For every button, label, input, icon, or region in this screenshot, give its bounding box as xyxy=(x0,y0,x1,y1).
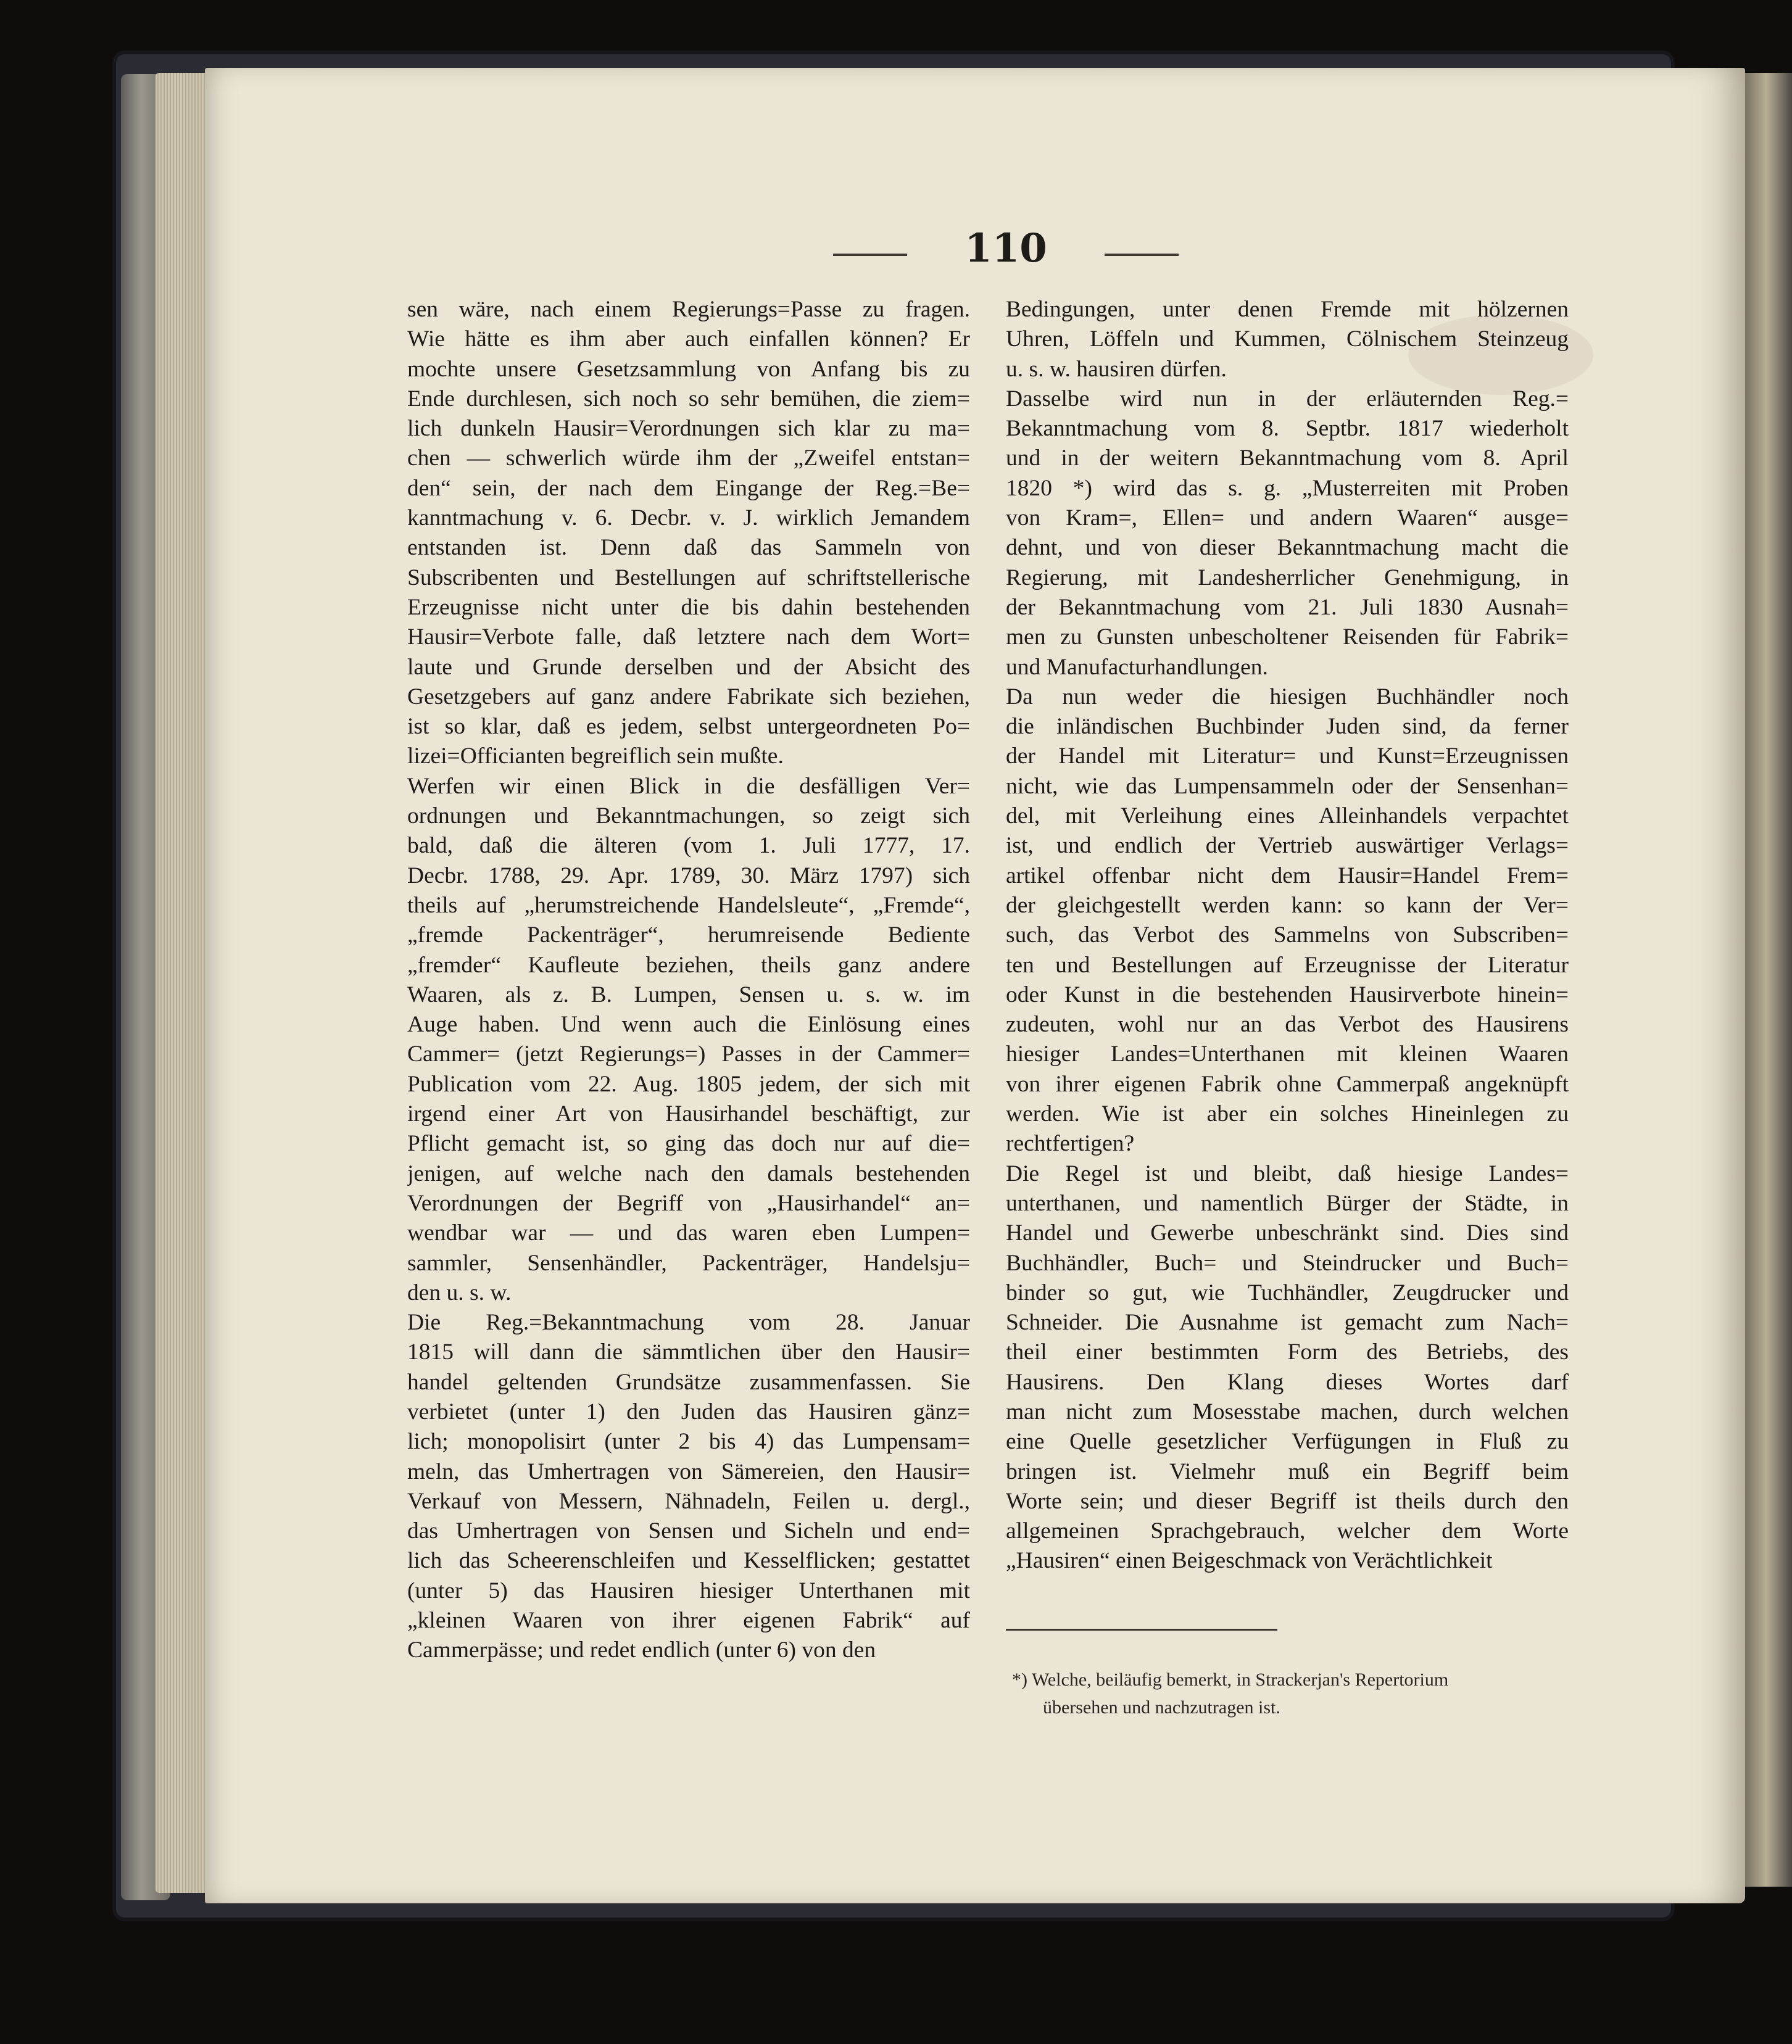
text-line: der Bekanntmachung vom 21. Juli 1830 Ausnah= xyxy=(1006,594,1569,620)
text-line: theil einer bestimmten Form des Betriebs, des xyxy=(1006,1339,1569,1365)
text-line: Publication vom 22. Aug. 1805 jedem, der sich mit xyxy=(407,1071,970,1097)
footnote xyxy=(1006,1666,1569,1721)
text-line: und Manufacturhandlungen. xyxy=(1006,654,1268,680)
left-text-column xyxy=(407,295,970,1666)
text-line: Wie hätte es ihm aber auch einfallen können? Er xyxy=(407,326,970,352)
text-line: Bekanntmachung vom 8. Septbr. 1817 wiederholt xyxy=(1006,416,1569,442)
text-line: lizei=Officianten begreiflich sein mußte. xyxy=(407,743,784,769)
footnote-line: *) Welche, beiläufig bemerkt, in Strackerjan's Repertorium xyxy=(1012,1670,1449,1690)
text-line: Cammer= (jetzt Regierungs=) Passes in der Cammer= xyxy=(407,1041,970,1067)
text-line: artikel offenbar nicht dem Hausir=Handel Frem= xyxy=(1006,863,1569,888)
header-rule-left xyxy=(833,254,907,256)
text-line: wendbar war — und das waren eben Lumpen= xyxy=(407,1220,970,1246)
text-line: kanntmachung v. 6. Decbr. v. J. wirklich Jemandem xyxy=(407,505,970,531)
text-line: Waaren, als z. B. Lumpen, Sensen u. s. w. im xyxy=(407,982,970,1008)
text-line: „Hausiren“ einen Beigeschmack von Verächtlichkeit xyxy=(1006,1548,1493,1574)
text-line: Regierung, mit Landesherrlicher Genehmigung, in xyxy=(1006,565,1569,590)
text-line: del, mit Verleihung eines Alleinhandels verpachtet xyxy=(1006,803,1569,829)
text-line: binder so gut, wie Tuchhändler, Zeugdrucker und xyxy=(1006,1280,1569,1305)
text-line: Uhren, Löffeln und Kummen, Cölnischem Steinzeug xyxy=(1006,326,1569,352)
text-line: Auge haben. Und wenn auch die Einlösung eines xyxy=(407,1012,970,1038)
footnote-rule xyxy=(1006,1629,1277,1631)
text-line: Hausirens. Den Klang dieses Wortes darf xyxy=(1006,1369,1569,1395)
text-line: such, das Verbot des Sammelns von Subscriben= xyxy=(1006,922,1569,948)
text-line: Handel und Gewerbe unbeschränkt sind. Dies sind xyxy=(1006,1220,1569,1246)
text-line: chen — schwerlich würde ihm der „Zweifel entstan= xyxy=(407,445,970,471)
text-line: laute und Grunde derselben und der Absicht des xyxy=(407,654,970,680)
text-line: Die Reg.=Bekanntmachung vom 28. Januar xyxy=(407,1310,970,1336)
text-line: und in der weitern Bekanntmachung vom 8. April xyxy=(1006,445,1569,471)
text-line: von Kram=, Ellen= und andern Waaren“ ausge= xyxy=(1006,505,1569,531)
page-number: 110 xyxy=(964,225,1047,271)
text-line: theils auf „herumstreichende Handelsleute“, „Fremde“, xyxy=(407,892,970,918)
text-line: oder Kunst in die bestehenden Hausirverbote hinein= xyxy=(1006,982,1569,1008)
text-line: der Handel mit Literatur= und Kunst=Erzeugnissen xyxy=(1006,743,1569,769)
text-line: allgemeinen Sprachgebrauch, welcher dem Worte xyxy=(1006,1518,1569,1544)
text-line: „fremder“ Kaufleute beziehen, theils ganz andere xyxy=(407,952,970,978)
text-line: nicht, wie das Lumpensammeln oder der Sensenhan= xyxy=(1006,773,1569,799)
text-line: entstanden ist. Denn daß das Sammeln von xyxy=(407,535,970,561)
text-line: dehnt, und von dieser Bekanntmachung macht die xyxy=(1006,535,1569,561)
text-line: das Umhertragen von Sensen und Sicheln und end= xyxy=(407,1518,970,1544)
text-line: „kleinen Waaren von ihrer eigenen Fabrik“ auf xyxy=(407,1608,970,1634)
text-line: mochte unsere Gesetzsammlung von Anfang bis zu xyxy=(407,356,970,382)
right-text-column xyxy=(1006,295,1569,1576)
text-line: sammler, Sensenhändler, Packenträger, Handelsju= xyxy=(407,1250,970,1276)
text-line: rechtfertigen? xyxy=(1006,1131,1135,1157)
text-line: ordnungen und Bekanntmachungen, so zeigt sich xyxy=(407,803,970,829)
text-line: Subscribenten und Bestellungen auf schriftstellerische xyxy=(407,565,970,590)
text-line: 1815 will dann die sämmtlichen über den Hausir= xyxy=(407,1339,970,1365)
footnote-line: übersehen und nachzutragen ist. xyxy=(1043,1697,1280,1718)
text-line: von ihrer eigenen Fabrik ohne Cammerpaß angeknüpft xyxy=(1006,1071,1569,1097)
text-line: Da nun weder die hiesigen Buchhändler noch xyxy=(1006,684,1569,710)
text-line: handel geltenden Grundsätze zusammenfassen. Sie xyxy=(407,1369,970,1395)
text-line: Die Regel ist und bleibt, daß hiesige Landes= xyxy=(1006,1161,1569,1186)
text-line: Hausir=Verbote falle, daß letztere nach dem Wort= xyxy=(407,624,970,650)
text-line: der gleichgestellt werden kann: so kann der Ver= xyxy=(1006,892,1569,918)
text-line: Schneider. Die Ausnahme ist gemacht zum Nach= xyxy=(1006,1310,1569,1336)
text-line: man nicht zum Mosesstabe machen, durch welchen xyxy=(1006,1399,1569,1425)
text-line: unterthanen, und namentlich Bürger der Städte, in xyxy=(1006,1190,1569,1216)
text-line: lich dunkeln Hausir=Verordnungen sich klar zu ma= xyxy=(407,416,970,442)
text-line: Erzeugnisse nicht unter die bis dahin bestehenden xyxy=(407,594,970,620)
text-line: Buchhändler, Buch= und Steindrucker und Buch= xyxy=(1006,1250,1569,1276)
text-line: men zu Gunsten unbescholtener Reisenden für Fabrik= xyxy=(1006,624,1569,650)
text-line: bald, daß die älteren (vom 1. Juli 1777, 17. xyxy=(407,833,970,859)
text-line: verbietet (unter 1) den Juden das Hausiren gänz= xyxy=(407,1399,970,1425)
text-line: u. s. w. hausiren dürfen. xyxy=(1006,356,1227,382)
text-line: Cammerpässe; und redet endlich (unter 6) von den xyxy=(407,1637,876,1663)
text-line: „fremde Packenträger“, herumreisende Bediente xyxy=(407,922,970,948)
text-line: Verkauf von Messern, Nähnadeln, Feilen u. dergl., xyxy=(407,1488,970,1514)
text-line: lich; monopolisirt (unter 2 bis 4) das Lumpensam= xyxy=(407,1429,970,1455)
text-line: (unter 5) das Hausiren hiesiger Unterthanen mit xyxy=(407,1578,970,1603)
text-line: Verordnungen der Begriff von „Hausirhandel“ an= xyxy=(407,1190,970,1216)
text-line: Dasselbe wird nun in der erläuternden Reg.= xyxy=(1006,386,1569,412)
text-line: ten und Bestellungen auf Erzeugnisse der Literatur xyxy=(1006,952,1569,978)
header-rule-right xyxy=(1105,254,1179,256)
text-line: eine Quelle gesetzlicher Verfügungen in Fluß zu xyxy=(1006,1429,1569,1455)
text-line: jenigen, auf welche nach den damals bestehenden xyxy=(407,1161,970,1186)
text-line: Ende durchlesen, sich noch so sehr bemühen, die ziem= xyxy=(407,386,970,412)
page-header xyxy=(833,225,1179,281)
text-line: 1820 *) wird das s. g. „Musterreiten mit Proben xyxy=(1006,475,1569,501)
text-line: Gesetzgebers auf ganz andere Fabrikate sich beziehen, xyxy=(407,684,970,710)
text-line: den u. s. w. xyxy=(407,1280,512,1305)
facing-page-gutter xyxy=(1740,73,1792,1887)
text-line: den“ sein, der nach dem Eingange der Reg.=Be= xyxy=(407,475,970,501)
text-line: Bedingungen, unter denen Fremde mit hölzernen xyxy=(1006,297,1569,322)
text-line: Pflicht gemacht ist, so ging das doch nur auf die= xyxy=(407,1131,970,1157)
text-line: irgend einer Art von Hausirhandel beschäftigt, zur xyxy=(407,1101,970,1127)
text-line: die inländischen Buchbinder Juden sind, da ferner xyxy=(1006,714,1569,740)
text-line: Werfen wir einen Blick in die desfälligen Ver= xyxy=(407,773,970,799)
text-line: zudeuten, wohl nur an das Verbot des Hausirens xyxy=(1006,1012,1569,1038)
text-line: Worte sein; und dieser Begriff ist theils durch den xyxy=(1006,1488,1569,1514)
text-line: Decbr. 1788, 29. Apr. 1789, 30. März 1797) sich xyxy=(407,863,970,888)
text-line: lich das Scheerenschleifen und Kesselflicken; gestattet xyxy=(407,1548,970,1574)
text-line: hiesiger Landes=Unterthanen mit kleinen Waaren xyxy=(1006,1041,1569,1067)
text-line: bringen ist. Vielmehr muß ein Begriff beim xyxy=(1006,1459,1569,1484)
text-line: meln, das Umhertragen von Sämereien, den Hausir= xyxy=(407,1459,970,1484)
text-line: sen wäre, nach einem Regierungs=Passe zu fragen. xyxy=(407,297,970,322)
text-line: ist, und endlich der Vertrieb auswärtiger Verlags= xyxy=(1006,833,1569,859)
text-line: ist so klar, daß es jedem, selbst untergeordneten Po= xyxy=(407,714,970,740)
text-line: werden. Wie ist aber ein solches Hineinlegen zu xyxy=(1006,1101,1569,1127)
